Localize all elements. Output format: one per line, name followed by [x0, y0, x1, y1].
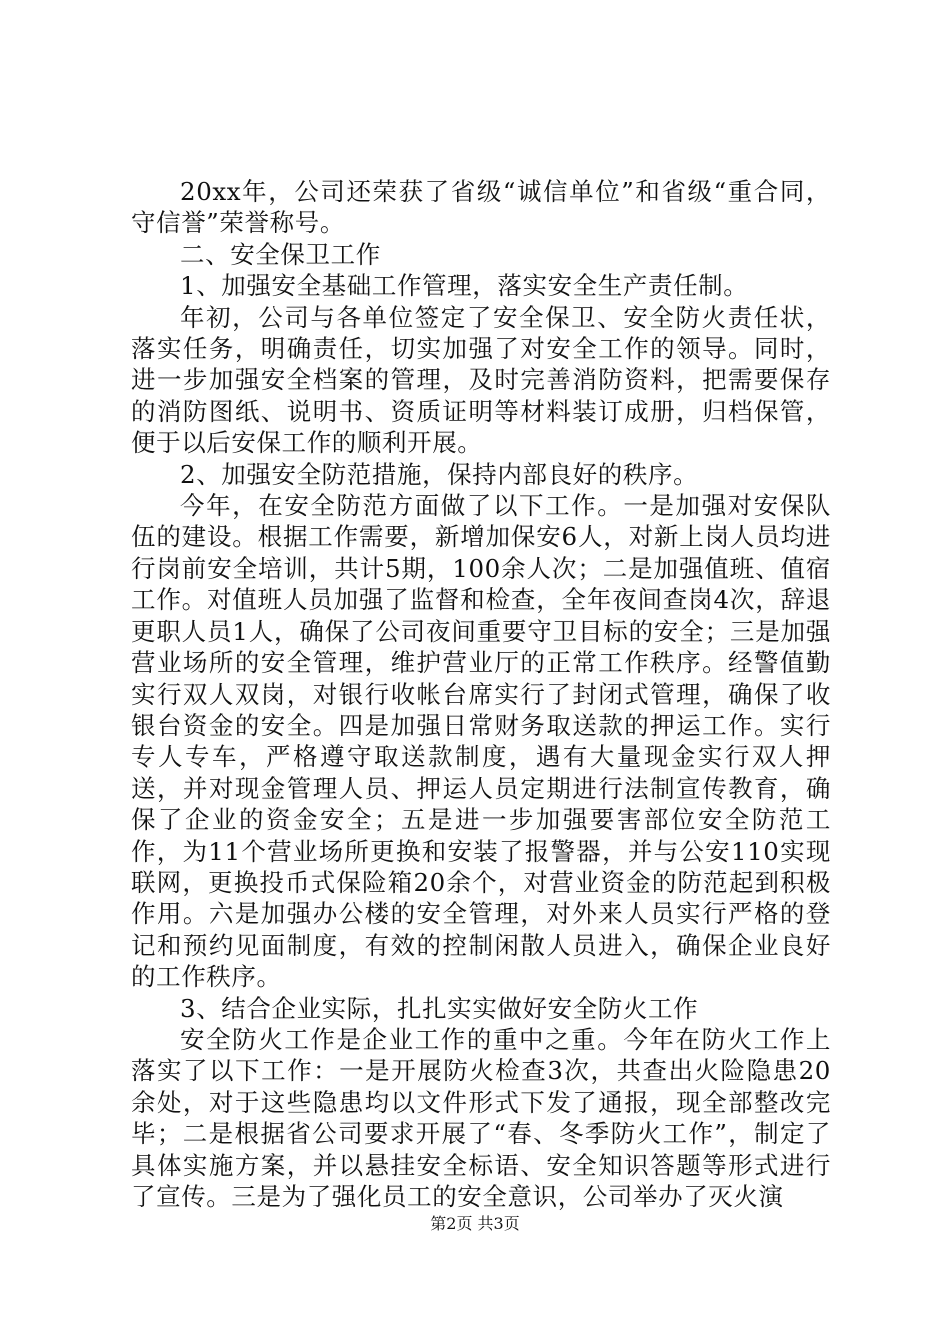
subheading-fire-prevention: 3、结合企业实际，扎扎实实做好安全防火工作 — [180, 993, 699, 1023]
paragraph-honors: 20xx年，公司还荣获了省级“诚信单位”和省级“重合同，守信誉”荣誉称号。 — [131, 177, 831, 238]
document-body — [131, 176, 831, 1212]
paragraph-fire-prevention: 安全防火工作是企业工作的重中之重。今年在防火工作上落实了以下工作：一是开展防火检查3次，共查出火险隐患20余处，对于这些隐患均以文件形式下发了通报，现全部整改完毕；二是根据省公司要求开展了“春、冬季防火工作”，制定了具体实施方案，并以悬挂安全标语、安全知识答题等形式进行了宣传。三是为了强化员工的安全意识，公司举办了灭火演 — [131, 1024, 831, 1211]
subheading-prevention-measures: 2、加强安全防范措施，保持内部良好的秩序。 — [180, 459, 699, 489]
page-number-footer: 第2页 共3页 — [430, 1214, 520, 1233]
section-heading-security: 二、安全保卫工作 — [180, 239, 381, 269]
paragraph-prevention-measures: 今年，在安全防范方面做了以下工作。一是加强对安保队伍的建设。根据工作需要，新增加保安6人，对新上岗人员均进行岗前安全培训，共计5期，100余人次；二是加强值班、值宿工作。对值班人员加强了监督和检查，全年夜间查岗4次，辞退更职人员1人，确保了公司夜间重要守卫目标的安全；三是加强营业场所的安全管理，维护营业厅的正常工作秩序。经警值勤实行双人双岗，对银行收帐台席实行了封闭式管理，确保了收银台资金的安全。四是加强日常财务取送款的押运工作。实行专人专车，严格遵守取送款制度，遇有大量现金实行双人押送，并对现金管理人员、押运人员定期进行法制宣传教育，确保了企业的资金安全；五是进一步加强要害部位安全防范工作，为11个营业场所更换和安装了报警器，并与公安110实现联网，更换投币式保险箱20余个，对营业资金的防范起到积极作用。六是加强办公楼的安全管理，对外来人员实行严格的登记和预约见面制度，有效的控制闲散人员进入，确保企业良好的工作秩序。 — [131, 491, 831, 992]
paragraph-safety-management: 年初，公司与各单位签定了安全保卫、安全防火责任状，落实任务，明确责任，切实加强了对安全工作的领导。同时，进一步加强安全档案的管理，及时完善消防资料，把需要保存的消防图纸、说明书、资质证明等材料装订成册，归档保管，便于以后安保工作的顺利开展。 — [131, 302, 831, 458]
subheading-safety-management: 1、加强安全基础工作管理，落实安全生产责任制。 — [180, 271, 749, 301]
